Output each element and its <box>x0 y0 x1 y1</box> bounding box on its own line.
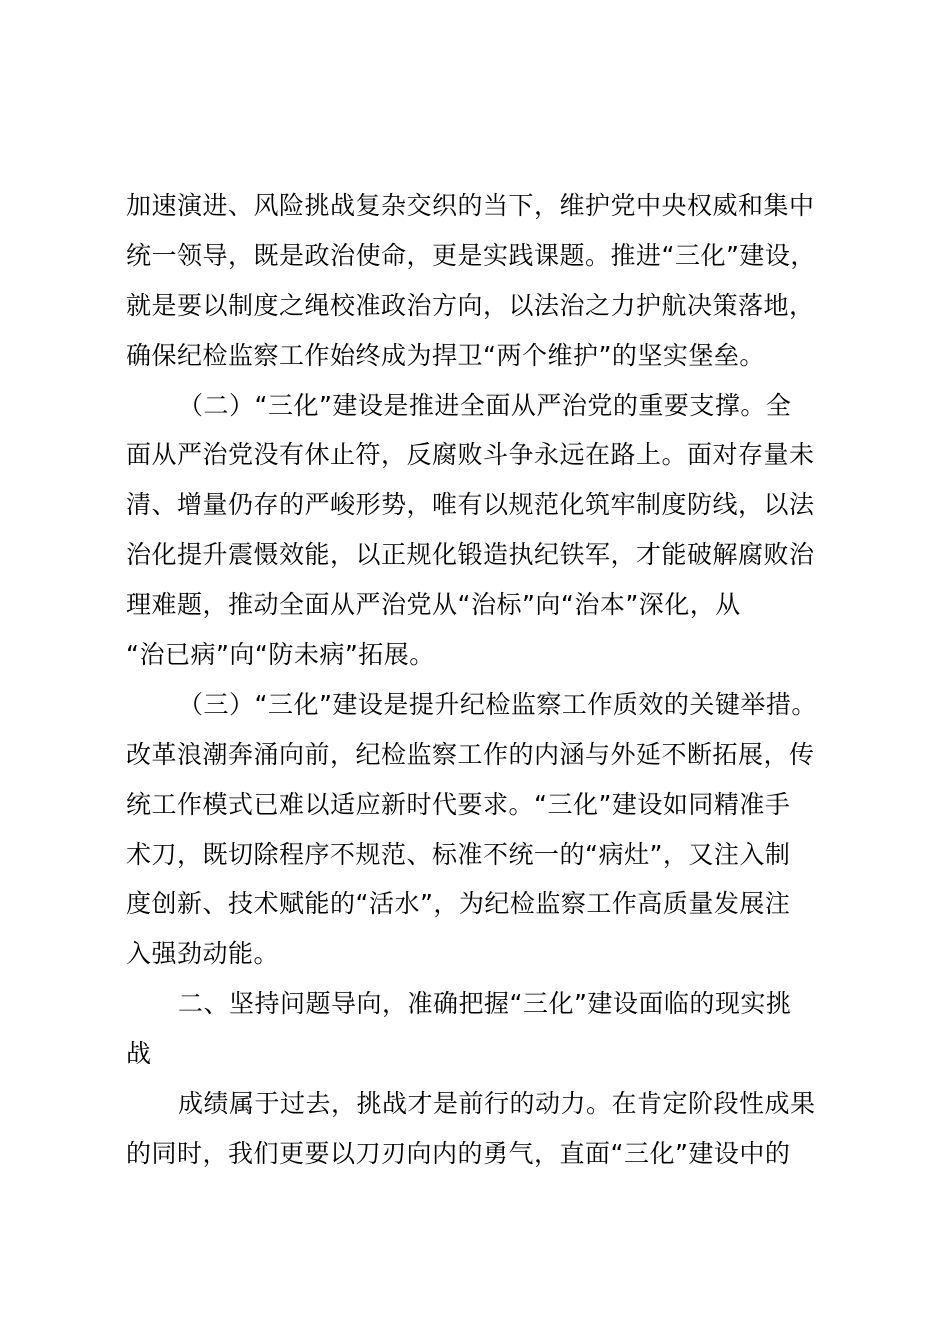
document-body <box>126 181 836 1179</box>
text-line: 清、增量仍存的严峻形势，唯有以规范化筑牢制度防线，以法 <box>126 490 815 520</box>
text-line: 改革浪潮奔涌向前，纪检监察工作的内涵与外延不断拓展，传 <box>126 739 815 769</box>
text-line: 统一领导，既是政治使命，更是实践课题。推进“三化”建设， <box>126 240 816 270</box>
section-heading-line: 战 <box>126 1039 152 1069</box>
text-line: 术刀，既切除程序不规范、标准不统一的“病灶”，又注入制 <box>126 839 791 869</box>
paragraph-start-line: 成绩属于过去，挑战才是前行的动力。在肯定阶段性成果 <box>178 1089 816 1119</box>
text-line: 治化提升震慑效能，以正规化锻造执纪铁军，才能破解腐败治 <box>126 540 815 570</box>
text-line: 度创新、技术赋能的“活水”，为纪检监察工作高质量发展注 <box>126 889 791 919</box>
text-line: 确保纪检监察工作始终成为捍卫“两个维护”的坚实堡垒。 <box>126 340 765 370</box>
text-line: 的同时，我们更要以刀刃向内的勇气，直面“三化”建设中的 <box>126 1138 791 1168</box>
text-line: 面从严治党没有休止符，反腐败斗争永远在路上。面对存量未 <box>126 440 815 470</box>
paragraph-start-line: （二）“三化”建设是推进全面从严治党的重要支撑。全 <box>178 390 792 420</box>
section-heading-line: 二、坚持问题导向，准确把握“三化”建设面临的现实挑 <box>178 989 792 1019</box>
text-line: 加速演进、风险挑战复杂交织的当下，维护党中央权威和集中 <box>126 191 815 220</box>
text-line: “治已病”向“防未病”拓展。 <box>126 640 435 670</box>
text-line: 统工作模式已难以适应新时代要求。“三化”建设如同精准手 <box>126 789 791 819</box>
text-line: 入强劲动能。 <box>126 939 280 969</box>
text-line: 理难题，推动全面从严治党从“治标”向“治本”深化，从 <box>126 590 741 620</box>
paragraph-start-line: （三）“三化”建设是提升纪检监察工作质效的关键举措。 <box>178 689 817 719</box>
text-line: 就是要以制度之绳校准政治方向，以法治之力护航决策落地， <box>126 290 815 320</box>
